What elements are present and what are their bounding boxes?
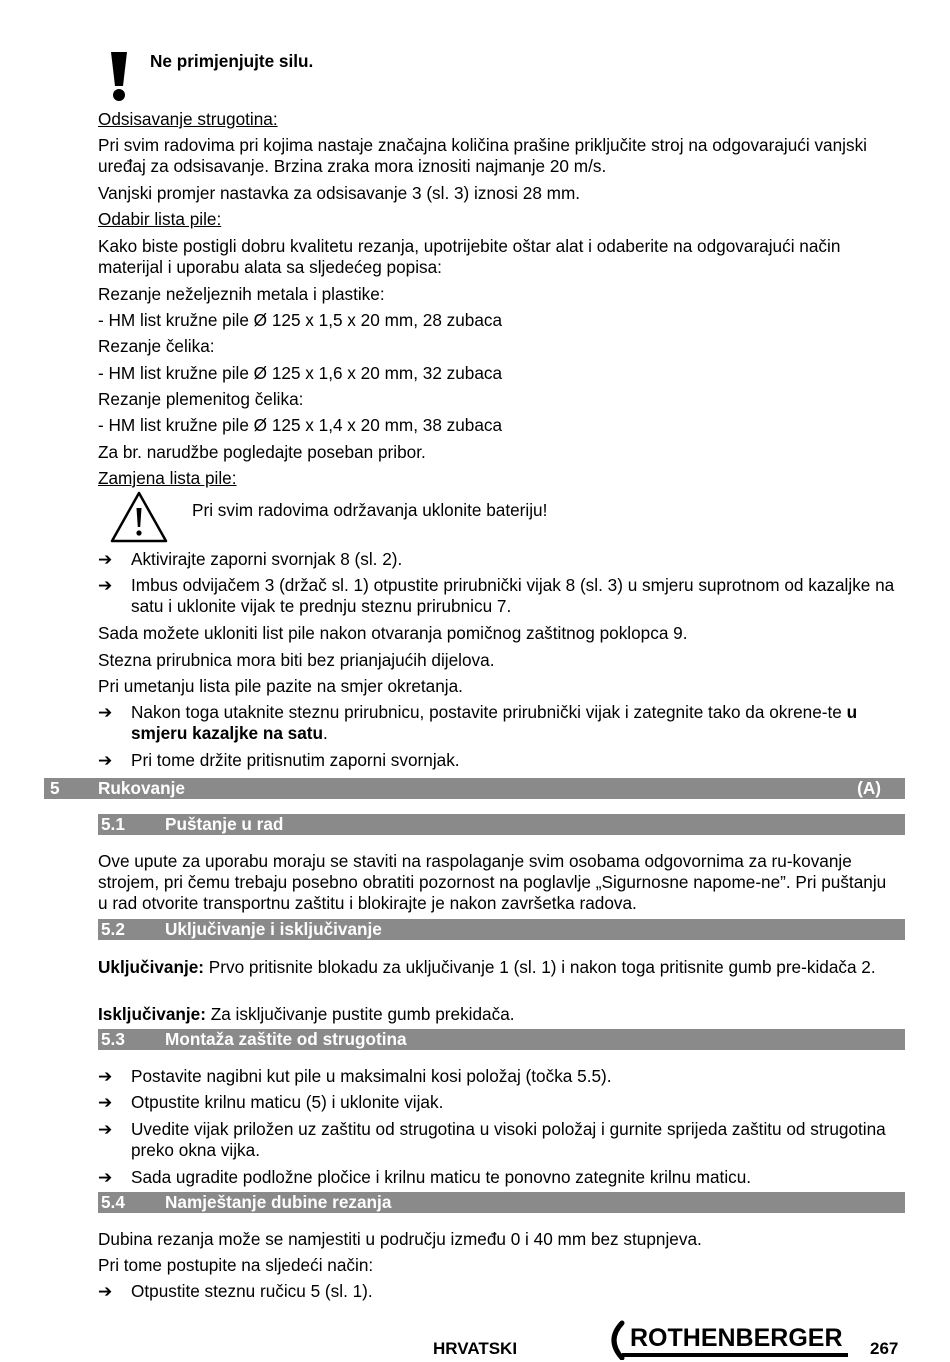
section-title: Puštanje u rad [165, 814, 284, 834]
arrow-icon: ➔ [98, 1067, 113, 1086]
list-line: Rezanje čelika: [98, 336, 215, 356]
warning-text: Pri svim radovima održavanja uklonite bateriju! [192, 500, 548, 520]
footer-language: HRVATSKI [433, 1339, 518, 1358]
list-item: ➔ Uvedite vijak priložen uz zaštitu od strugotina u visoki položaj i gurnite sprijeda zaštitu od strugotina preko okna vijka. [98, 1119, 886, 1160]
page-number: 267 [870, 1339, 899, 1358]
list-item: ➔ Sada ugradite podložne pločice i krilnu maticu te ponovno zategnite krilnu maticu. [98, 1167, 752, 1187]
paragraph-odsisavanje-2: Vanjski promjer nastavka za odsisavanje 3 (sl. 3) iznosi 28 mm. [98, 183, 581, 203]
section-number: 5.3 [101, 1029, 125, 1049]
section-heading [98, 1029, 905, 1050]
list-line: Za br. narudžbe pogledajte poseban pribor. [98, 442, 426, 462]
section-title: Montaža zaštite od strugotina [165, 1029, 407, 1049]
paragraph-zamjena-3: Pri umetanju lista pile pazite na smjer okretanja. [98, 676, 463, 696]
paragraph-5-1: Ove upute za uporabu moraju se staviti na raspolaganje svim osobama odgovornima za ru-kovanje strojem, pri čemu trebaju posebno obratiti pozornost na poglavlje „Sigurnosne napome-ne”. Pri puštanju u rad otvorite transportnu zaštitu i blokirajte je nakon završetka radova. [98, 851, 887, 913]
arrow-icon: ➔ [98, 576, 113, 595]
list-item: ➔ Aktivirajte zaporni svornjak 8 (sl. 2). [98, 549, 403, 569]
brand-logo [600, 1320, 850, 1360]
list-line: - HM list kružne pile Ø 125 x 1,6 x 20 mm, 32 zubaca [98, 363, 503, 383]
chapter-heading [44, 778, 905, 799]
list-item: ➔ Nakon toga utaknite steznu prirubnicu, postavite prirubnički vijak i zategnite tako da okrene-te u smjeru kazaljke na satu. [98, 702, 858, 743]
section-heading [98, 814, 905, 835]
arrow-icon: ➔ [98, 1093, 113, 1112]
list-item: ➔ Otpustite steznu ručicu 5 (sl. 1). [98, 1281, 373, 1301]
section-number: 5.2 [101, 919, 125, 939]
section-number: 5.4 [101, 1192, 125, 1212]
exclamation-icon [108, 50, 130, 102]
chapter-title: Rukovanje [98, 778, 185, 798]
list-line: Rezanje plemenitog čelika: [98, 389, 304, 409]
list-item: ➔ Otpustite krilnu maticu (5) i uklonite vijak. [98, 1092, 444, 1112]
list-line: - HM list kružne pile Ø 125 x 1,4 x 20 mm, 38 zubaca [98, 415, 503, 435]
paragraph-zamjena-2: Stezna prirubnica mora biti bez prianjajućih dijelova. [98, 650, 495, 670]
arrow-icon: ➔ [98, 751, 113, 770]
arrow-icon: ➔ [98, 703, 113, 722]
warning-triangle-icon [109, 490, 169, 544]
paragraph-odabir: Kako biste postigli dobru kvalitetu rezanja, upotrijebite oštar alat i odaberite na odgovarajući način materijal i uporabu alata sa sljedećeg popisa: [98, 236, 841, 277]
arrow-icon: ➔ [98, 1168, 113, 1187]
paragraph-5-4-1: Dubina rezanja može se namjestiti u području između 0 i 40 mm bez stupnjeva. [98, 1229, 702, 1249]
heading-odsisavanje: Odsisavanje strugotina: [98, 109, 278, 129]
chapter-number: 5 [50, 778, 60, 798]
notice-text: Ne primjenjujte silu. [150, 51, 314, 71]
list-item: ➔ Pri tome držite pritisnutim zaporni svornjak. [98, 750, 460, 770]
section-heading [98, 1192, 905, 1213]
list-item: ➔ Imbus odvijačem 3 (držač sl. 1) otpustite prirubnički vijak 8 (sl. 3) u smjeru suprotnom od kazaljke na satu i uklonite vijak te prednju steznu prirubnicu 7. [98, 575, 895, 616]
paragraph-zamjena-1: Sada možete ukloniti list pile nakon otvaranja pomičnog zaštitnog poklopca 9. [98, 623, 688, 643]
section-title: Uključivanje i isključivanje [165, 919, 382, 939]
paragraph-ukljucivanje: Uključivanje: Prvo pritisnite blokadu za uključivanje 1 (sl. 1) i nakon toga pritisnite gumb pre-kidača 2. [98, 957, 876, 977]
chapter-code: (A) [857, 778, 881, 798]
heading-zamjena: Zamjena lista pile: [98, 468, 237, 488]
section-heading [98, 919, 905, 940]
list-line: - HM list kružne pile Ø 125 x 1,5 x 20 mm, 28 zubaca [98, 310, 503, 330]
section-title: Namještanje dubine rezanja [165, 1192, 392, 1212]
paragraph-5-4-2: Pri tome postupite na sljedeći način: [98, 1255, 374, 1275]
list-line: Rezanje neželjeznih metala i plastike: [98, 284, 385, 304]
paragraph-odsisavanje-1: Pri svim radovima pri kojima nastaje značajna količina prašine priključite stroj na odgovarajući vanjski uređaj za odsisavanje. Brzina zraka mora iznositi najmanje 20 m/s. [98, 135, 867, 176]
section-number: 5.1 [101, 814, 125, 834]
list-item: ➔ Postavite nagibni kut pile u maksimalni kosi položaj (točka 5.5). [98, 1066, 612, 1086]
heading-odabir: Odabir lista pile: [98, 209, 222, 229]
arrow-icon: ➔ [98, 550, 113, 569]
arrow-icon: ➔ [98, 1120, 113, 1139]
svg-text:ROTHENBERGER: ROTHENBERGER [630, 1324, 843, 1352]
paragraph-iskljucivanje: Isključivanje: Za isključivanje pustite gumb prekidača. [98, 1004, 515, 1024]
arrow-icon: ➔ [98, 1282, 113, 1301]
